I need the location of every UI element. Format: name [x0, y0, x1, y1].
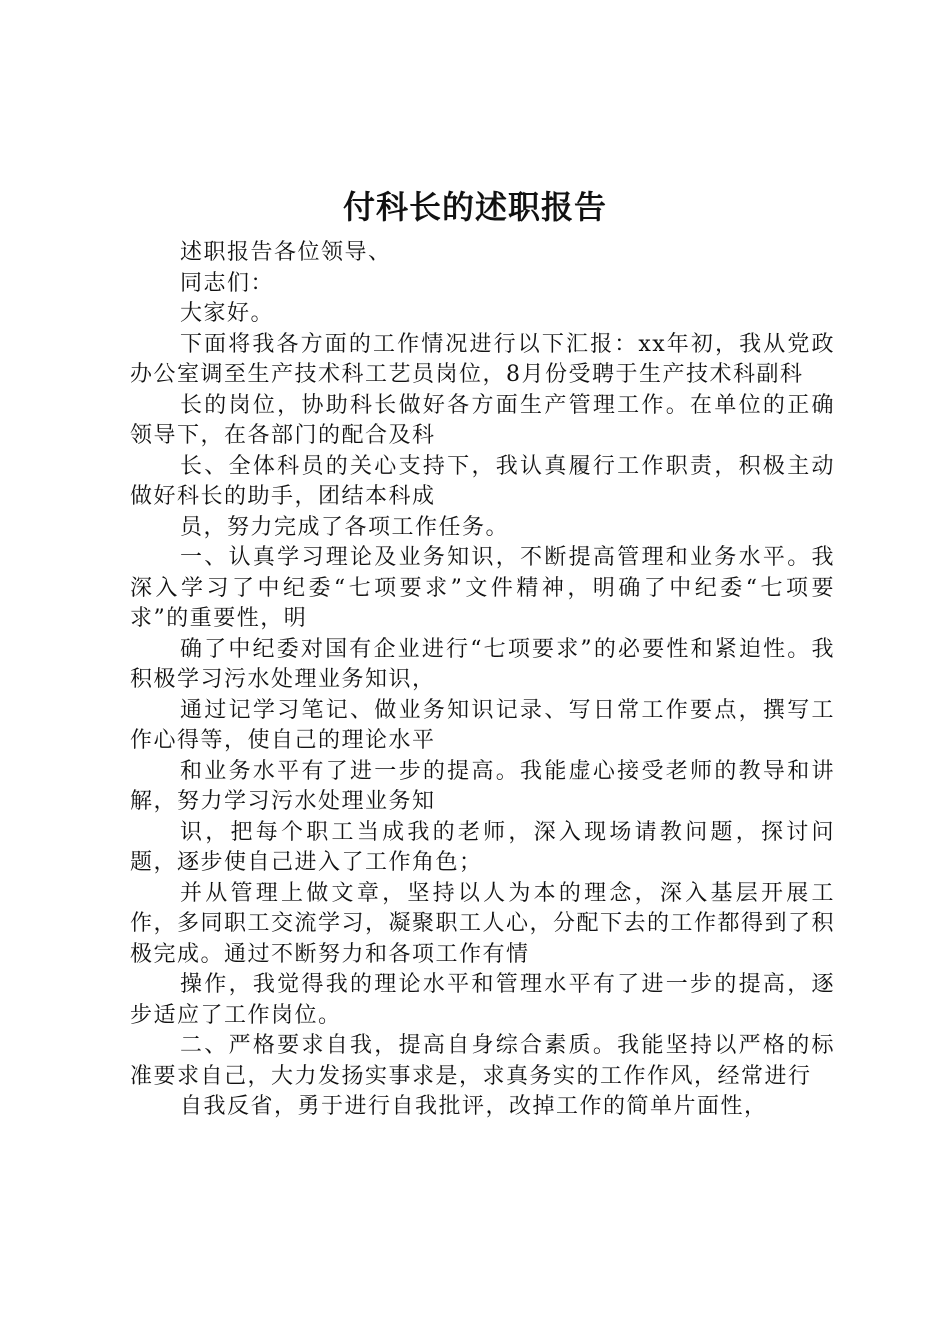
paragraph: 确了中纪委对国有企业进行“七项要求”的必要性和紧迫性。我积极学习污水处理业务知识， [130, 636, 835, 692]
paragraph: 长、全体科员的关心支持下，我认真履行工作职责，积极主动做好科长的助手，团结本科成 [130, 453, 835, 509]
paragraph: 一、认真学习理论及业务知识，不断提高管理和业务水平。我深入学习了中纪委“七项要求”文件精神，明确了中纪委“七项要求”的重要性，明 [130, 545, 835, 631]
document-body [130, 238, 835, 1123]
document-title: 付科长的述职报告 [342, 188, 607, 226]
paragraph: 自我反省，勇于进行自我批评，改掉工作的简单片面性， [180, 1094, 768, 1119]
paragraph: 操作，我觉得我的理论水平和管理水平有了进一步的提高，逐步适应了工作岗位。 [130, 972, 835, 1028]
paragraph: 识，把每个职工当成我的老师，深入现场请教问题，探讨问题，逐步使自己进入了工作角色； [130, 819, 835, 875]
paragraph: 述职报告各位领导、 [180, 240, 392, 265]
paragraph: 大家好。 [180, 301, 275, 326]
paragraph: 通过记学习笔记、做业务知识记录、写日常工作要点，撰写工作心得等，使自己的理论水平 [130, 697, 835, 753]
paragraph: 长的岗位，协助科长做好各方面生产管理工作。在单位的正确领导下，在各部门的配合及科 [130, 392, 835, 448]
paragraph: 二、严格要求自我，提高自身综合素质。我能坚持以严格的标准要求自己，大力发扬实事求是，求真务实的工作作风，经常进行 [130, 1033, 835, 1089]
paragraph: 并从管理上做文章，坚持以人为本的理念，深入基层开展工作，多同职工交流学习，凝聚职工人心，分配下去的工作都得到了积极完成。通过不断努力和各项工作有情 [130, 880, 836, 967]
paragraph: 同志们： [180, 270, 275, 296]
paragraph: 和业务水平有了进一步的提高。我能虚心接受老师的教导和讲解，努力学习污水处理业务知 [130, 758, 835, 814]
paragraph: 下面将我各方面的工作情况进行以下汇报：xx年初，我从党政办公室调至生产技术科工艺员岗位，8月份受聘于生产技术科副科 [130, 331, 835, 387]
paragraph: 员，努力完成了各项工作任务。 [180, 514, 510, 540]
